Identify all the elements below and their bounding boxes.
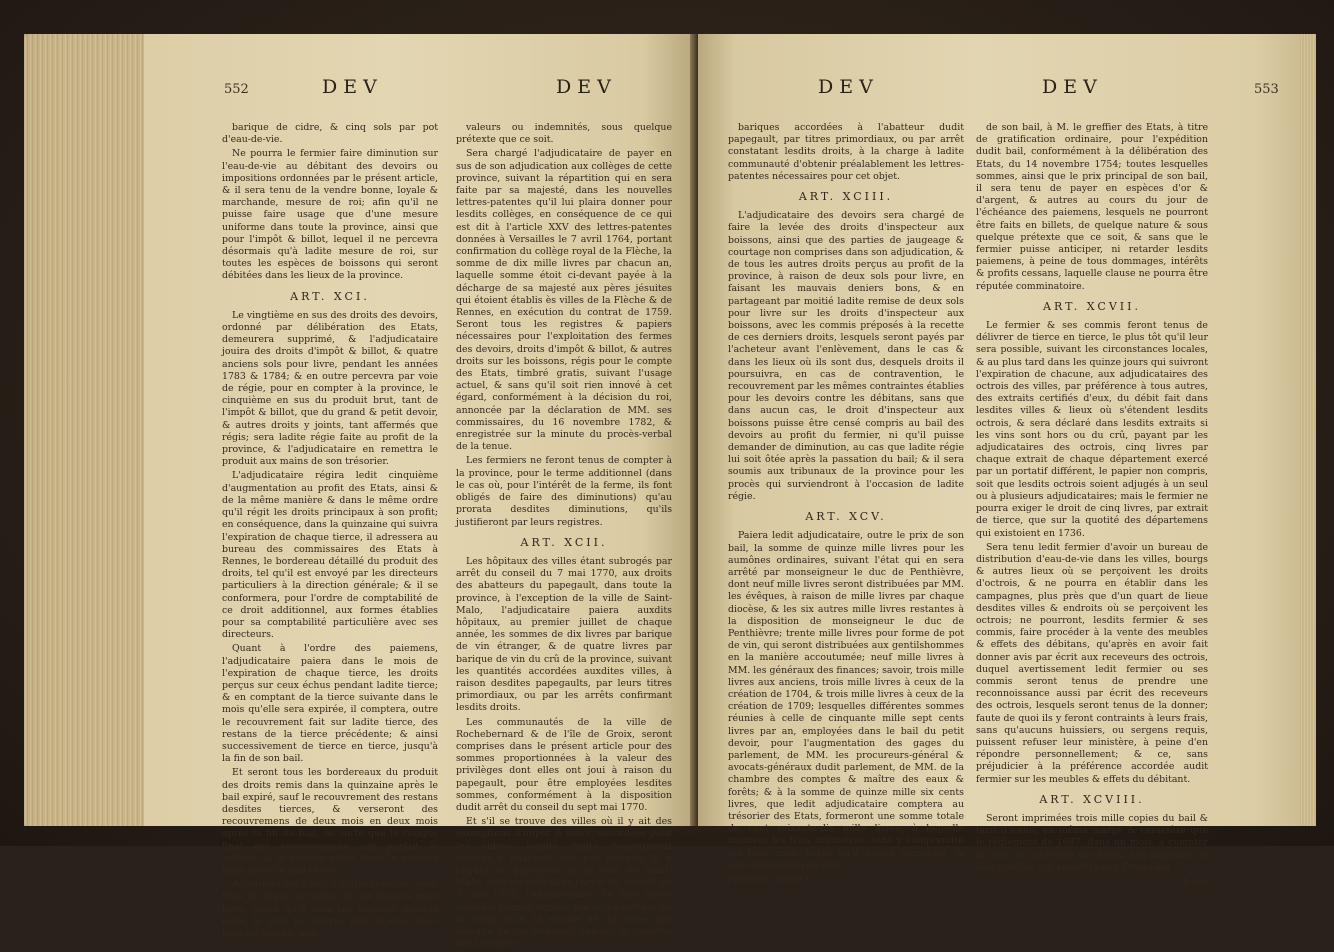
left-headword-2: DEV (556, 76, 617, 98)
page-footer: Finances. Tome I. (728, 873, 813, 885)
paragraph: Seront imprimées trois mille copies du bail & tarif d'icelui, en même marge & caractère que le règlement de 1687, dans un mois, à compter du jour de la clôture des Etats, à la diligence de leur greffier, qui remettra aux Etats cinq (976, 812, 1208, 873)
left-headword-1: DEV (322, 76, 383, 98)
paragraph: Ne pourra le fermier faire diminution sur l'eau-de-vie au débitant des devoirs ou impositions ordonnées par le présent article, & il sera tenu de la vendre bonne, loyale & marchande, mesure de roi; afin qu'il ne puisse faire usage que d'une mesure uniforme dans toute la province, ainsi que pour l'impôt & billot, lequel il ne percevra désormais qu'à ladite mesure de roi, sur toutes les espèces de boissons qui seront débitées dans les lieux de la province. (222, 148, 438, 282)
paragraph: valeurs ou indemnités, sous quelque prétexte que ce soit. (456, 122, 672, 146)
paragraph: Le fermier & ses commis feront tenus de délivrer de tierce en tierce, le plus tôt qu'il leur sera possible, suivant les circonstances locales, & au plus tard dans les quinze jours qui suivront l'expiration de chacune, aux adjudicataires des octrois des villes, par préférence à tous autres, des extraits certifiés d'eux, du débit fait dans lesdites villes & lieux où s'étendent lesdits octrois, & sera déclaré dans lesdits extraits si les vins sont hors ou du crû, payant par les adjudicataires des octrois, cinq livres par chaque extrait de chaque département exercé par un portatif différent, le papier non compris, soit que lesdits octrois soient adjugés à un seul ou à plusieurs adjudicataires; mais le fermier ne pourra exiger le droit de cinq livres, par extrait de tierce, que sur la quotité des départemens qui existoient en 1736. (976, 320, 1208, 539)
left-running-head (24, 74, 696, 108)
paragraph: Les hôpitaux des villes étant subrogés par arrêt du conseil du 7 mai 1770, aux droits des abatteurs du papegault, dans toute la province, à l'exception de la ville de Saint-Malo, l'adjudicataire paiera auxdits hôpitaux, au premier juillet de chaque année, les sommes de dix livres par barique de vin étranger, & de quatre livres par barique de vin du crû de la province, suivant les quantités accordées auxdites villes, à raison desdites papegaults, par leurs titres primordiaux, ou par les arrêts confirmant lesdits droits. (456, 555, 672, 714)
left-page (24, 34, 696, 950)
article-heading: ART. XCII. (520, 535, 608, 549)
paragraph: Quant à l'ordre des paiemens, l'adjudicataire paiera dans le mois de l'expiration de chaque tierce, les droits perçus sur ceux échus pendant ladite tierce; & en comptant de la tierce suivante dans le mois qu'elle sera expirée, il comptera, outre le recouvrement fait sur ladite tierce, des restans de la tierce précédente; & ainsi successivement de tierce en tierce, jusqu'à la fin de son bail. (222, 643, 438, 765)
paragraph: L'adjudicataire régira ledit cinquième d'augmentation au profit des Etats, ainsi & de la même manière & dans le même ordre qu'il régit les droits principaux à son profit; en conséquence, dans la quinzaine qui suivra l'expiration de chaque tierce, il adressera au bureau des commissaires des Etats à Rennes, le bordereau détaillé du produit des droits, tel qu'il est envoyé par les directeurs particuliers à la direction générale; & il se conformera, pour l'ordre de comptabilité de ce droit additionnel, aux formes établies pour sa comptabilité particulière avec ses directeurs. (222, 470, 438, 641)
paragraph: Et s'il se trouve des villes où il y ait des exemptions d'impôt & billot, accordées pour les cidres, lesdits droits demeureront évalués à quarante sols par barique; & à l'égard du papegault de la ville de Saint-Malo, seul excepté dans l'arrêt du conseil du 7 mai 1770, l'adjudicataire lui fera payer dans les mêmes termes, par son directeur en la même ville, la somme de dix livres par barique de vin étranger, suivant la quantité des bariques (456, 816, 672, 950)
paragraph: Et seront tous les bordereaux du produit des droits remis dans la quinzaine après le bail expiré, sauf le recouvrement des restans desdites tierces, & verseront des recouvremens de deux mois en deux mois après la fin du bail, de sorte que le compte final des recouvremens soit parfait & achevé, & le compte soldé dans le sixième mois après le bail révolu. (222, 767, 438, 876)
left-page-number: 552 (224, 82, 249, 97)
left-column-2 (456, 122, 672, 952)
paragraph: barique de cidre, & cinq sols par pot d'eau-de-vie. (222, 122, 438, 146)
right-column-1 (728, 122, 964, 888)
right-page (698, 34, 1316, 887)
right-headword-1: DEV (818, 76, 879, 98)
article-heading: ART. XCV. (805, 510, 887, 524)
paragraph: Paiera ledit adjudicataire, outre le prix de son bail, la somme de quinze mille livres pour les aumônes ordinaires, suivant l'état qui en sera arrêté par monseigneur le duc de Penthièvre, dont neuf mille livres seront distribuées par MM. les évêques, à raison de mille livres par chaque diocèse, & les six autres mille livres restantes à la disposition de monseigneur le duc de Penthièvre; trente mille livres pour forme de pot de vin, qui seront distribuées aux gentilshommes en la manière accoutumée; neuf mille livres à MM. les généraux des finances; savoir, trois mille livres aux anciens, trois mille livres à ceux de la création de 1704, & trois mille livres à ceux de la création de 1709; lesquelles différentes sommes réunies à celle de cinquante mille sept cents livres par an, employées dans le bail du petit devoir, pour l'augmentation des gages du parlement, de MM. les procureurs-général & avocats-généraux dudit parlement, de MM. de la chambre des comptes & maître des eaux & forêts; & à la somme de quinze mille six cents livres, que ledit adjudicataire comptera au trésorier des Etats, formeront une somme totale de cent soixante-dix mille livres, à laquelle montent les frais ordinaires, sans y comprendre les trois mille livres qu'il paiera comptant, & sans diminution de prix (728, 530, 964, 871)
article-heading: ART. XCVII. (1043, 299, 1141, 313)
right-headword-2: DEV (1042, 76, 1103, 98)
right-page-edges (1300, 34, 1316, 826)
left-column-1 (222, 122, 438, 942)
paragraph: Le vingtième en sus des droits des devoirs, ordonné par délibération des Etats, demeurera supprimé, & l'adjudicataire jouira des droits d'impôt & billot, & quatre anciens sols pour livre, pendant les années 1783 & 1784; & en outre percevra par voie de régie, pour en compter à la province, le cinquième en sus du produit brut, tant de l'impôt & billot, que du grand & petit devoir, & autres droits y joints, tant affermés que régis; sera ladite régie faite au profit de la province, & l'adjudicataire en remettra le produit aux mains de son trésorier. (222, 309, 438, 468)
paragraph: bariques accordées à l'abatteur dudit papegault, par titres primordiaux, ou par arrêt constatant lesdits droits, à la charge à ladite communauté d'obtenir préalablement les lettres-patentes nécessaires pour cet objet. (728, 122, 964, 182)
paragraph: Sera chargé l'adjudicataire de payer en sus de son adjudication aux collèges de cette province, suivant la répartition qui en sera faite par sa majesté, dans les nouvelles lettres-patentes qu'il lui plaira donner pour lesdits collèges, en conséquence de ce qui est dit à l'article XXV des lettres-patentes données à Versailles le 7 avril 1764, portant confirmation du collège royal de la Flèche, la somme de dix mille livres par chacun an, laquelle somme étoit ci-devant payée à la décharge de sa majesté aux pères jésuites qui étoient établis ès villes de la Flèche & de Rennes, en exécution du contrat de 1759. Seront tous les registres & papiers nécessaires pour l'exploitation des fermes des devoirs, droits d'impôt & billot, & autres droits sur les boissons, régis pour le compte des Etats, timbré gratis, suivant l'usage actuel, & sans qu'il soit rien innové à cet égard, conformément à la décision du roi, annoncée par la déclaration de MM. ses commissaires, du 16 novembre 1782, & enregistrée sur la minute du procès-verbal de la tenue. (456, 148, 672, 453)
paragraph: Les communautés de la ville de Rochebernard & de l'île de Groix, seront comprises dans le présent article pour des sommes proportionnées à la valeur des privilèges dont elles ont joui à raison du papegault, pour être employées lesdites sommes, conformément à la disposition dudit arrêt du conseil du sept mai 1770. (456, 716, 672, 813)
left-page-edges (24, 34, 144, 826)
right-running-head (698, 74, 1316, 108)
paragraph: L'adjudicataire des devoirs sera chargé de faire la levée des droits d'inspecteur aux boissons, ainsi que des parties de jaugeage & courtage non comprises dans son adjudication, & de tous les autres droits perçus au profit de la province, à raison de deux sols pour livre, en faisant les mauvais deniers bons, & en partageant par moitié ladite remise de deux sols pour livre sur les droits d'inspecteur aux boissons, avec les commis préposés à la recette de ces derniers droits, lesquels seront payés par l'acheteur avant l'enlèvement, dans le cas & dans les lieux où ils sont dus, desquels droits il poursuivra, en cas de contravention, le recouvrement par les mêmes contraintes établies pour les devoirs contre les débitans, sans que dans aucun cas, le droit d'inspecteur aux boissons puisse être censé compris au bail des devoirs au profit du fermier, ni qu'il puisse demander de diminution, au cas que ladite régie lui soit ôtée après la passation du bail; & il sera soumis aux tribunaux de la province pour les procès qui surviendront à l'occasion de ladite régie. (728, 210, 964, 502)
right-page-number: 553 (1254, 82, 1279, 97)
paragraph: Accordent les Etats à l'adjudicataire, pour frais de régie, la remise de six deniers pour livre, parce qu'il sera les mauvais deniers bons, & qu'il ne pourra rien répéter pour frais de procès, non- (222, 879, 438, 939)
paragraph: de son bail, à M. le greffier des Etats, à titre de gratification ordinaire, pour l'expédition dudit bail, conformément à la délibération des Etats, du 14 novembre 1754; toutes lesquelles sommes, ainsi que le prix principal de son bail, il sera tenu de payer en espèces d'or & d'argent, & autres au cours du jour de l'échéance des paiemens, lesquels ne pourront être faits en billets, de quelque nature & sous quelque prétexte que ce soit, & sans que le fermier puisse anticiper, ni retarder lesdits paiemens, à peine de tous dommages, intérêts & profits cessans, laquelle clause ne pourra être réputée comminatoire. (976, 122, 1208, 292)
article-heading: ART. XCVIII. (1039, 792, 1145, 806)
right-column-2 (976, 122, 1208, 890)
article-heading: ART. XCIII. (798, 190, 894, 204)
signature-mark: A aaa (1181, 875, 1208, 887)
article-heading: ART. XCI. (290, 289, 370, 303)
paragraph: Les fermiers ne feront tenus de compter à la province, pour le terme additionnel (dans le cas où, pour l'intérêt de la ferme, ils font obligés de faire des diminutions) qu'au prorata desdites diminutions, qu'ils justifieront par leurs registres. (456, 455, 672, 528)
paragraph: Sera tenu ledit fermier d'avoir un bureau de distribution d'eau-de-vie dans les villes, bourgs & autres lieux où se perçoivent les droits d'octrois, & ne pourra en établir dans les campagnes, plus près que d'un quart de lieue desdites villes & endroits où se perçoivent les octrois; ne pourront, lesdits fermier & ses commis, faire procéder à la vente des meubles & effets des débitans, qu'après en avoir fait donner avis par écrit aux receveurs des octrois, duquel avertissement ledit fermier ou ses commis seront tenus de prendre une reconnoissance aussi par écrit des receveurs des octrois, lesquels seront tenus de la donner; faute de quoi ils y feront contraints à leurs frais, sans qu'aucuns huissiers, ou sergens requis, puissent refuser leur ministère, à peine d'en répondre personnellement; & ce, sans préjudicier à la préférence accordée audit fermier sur les meubles & effets du débitant. (976, 541, 1208, 785)
